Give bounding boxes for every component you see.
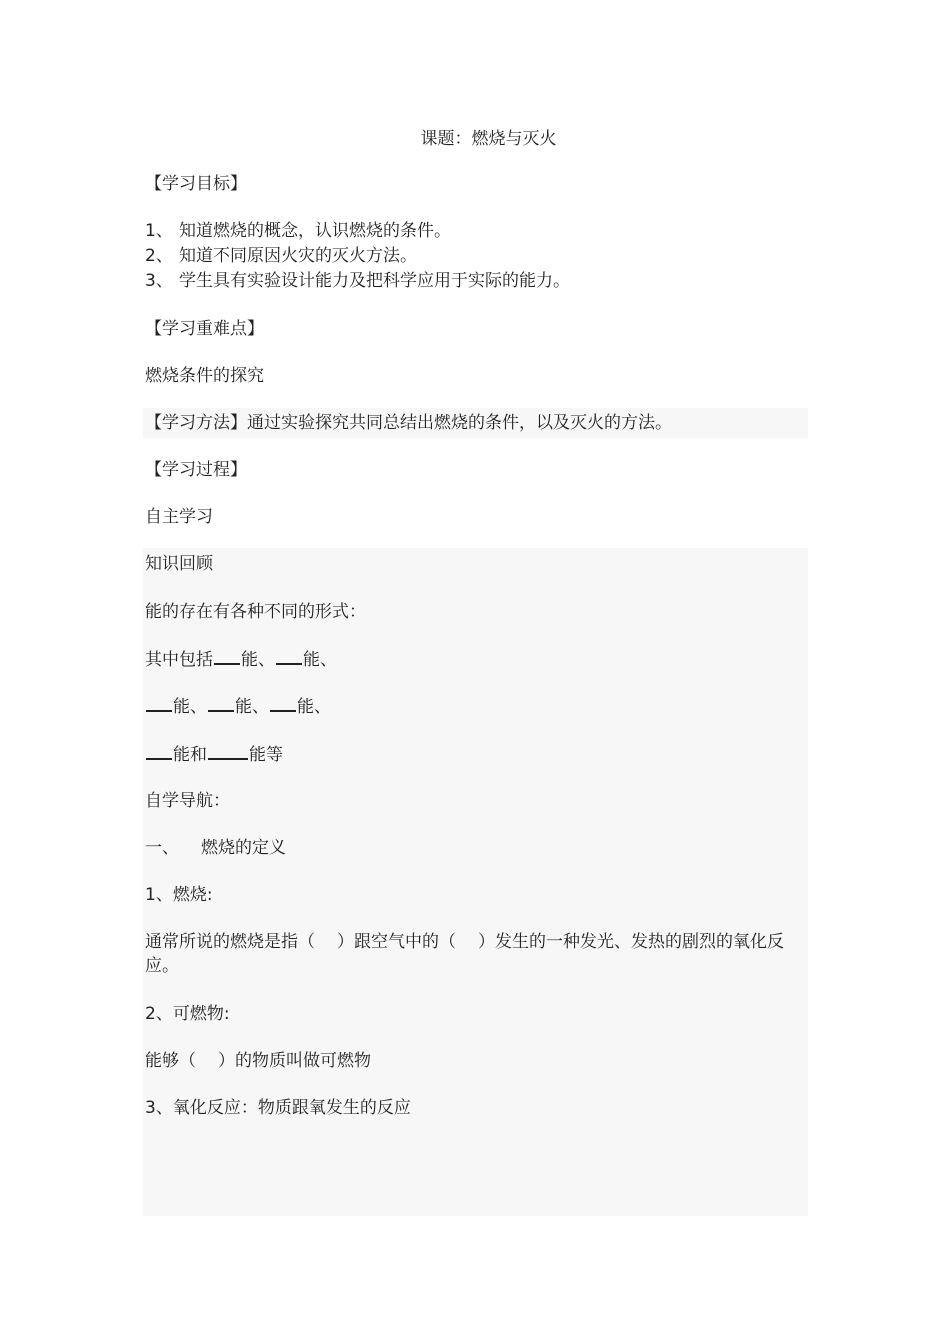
method-heading: 【学习方法】 — [145, 413, 247, 433]
fill-blank[interactable] — [276, 647, 302, 665]
item3-text: 3、氧化反应：物质跟氧发生的反应 — [145, 1098, 411, 1118]
section-heading: 一、 燃烧的定义 — [145, 838, 286, 858]
fill-blank[interactable] — [214, 647, 240, 665]
review-label: 知识回顾 — [145, 554, 213, 574]
item2-text: 能够（ ）的物质叫做可燃物 — [145, 1051, 371, 1071]
energy-line-1: 其中包括 能、 能、 — [145, 647, 337, 672]
objective-item: 3、 学生具有实验设计能力及把科学应用于实际的能力。 — [145, 271, 570, 291]
item1-title: 1、燃烧: — [145, 885, 213, 905]
method-line — [145, 411, 672, 435]
fill-blank[interactable] — [146, 742, 172, 760]
fill-blank[interactable] — [208, 694, 234, 712]
process-heading: 【学习过程】 — [145, 460, 247, 480]
item2-title: 2、可燃物: — [145, 1004, 230, 1024]
fill-blank[interactable] — [270, 694, 296, 712]
item1-text: 通常所说的燃烧是指（ ）跟空气中的（ ）发生的一种发光、发热的剧烈的氧化反应。 — [145, 932, 784, 976]
fill-blank[interactable] — [146, 694, 172, 712]
method-text: 通过实验探究共同总结出燃烧的条件，以及灭火的方法。 — [247, 413, 672, 433]
objectives-heading: 【学习目标】 — [145, 174, 247, 194]
self-study-label: 自主学习 — [145, 507, 213, 527]
page-title: 课题：燃烧与灭火 — [420, 129, 557, 149]
guide-label: 自学导航： — [145, 791, 230, 811]
energy-line-2: 能、 能、 能、 — [145, 694, 331, 719]
fill-blank[interactable] — [208, 742, 248, 760]
energy-line-3: 能和 能等 — [145, 742, 283, 767]
objective-item: 1、 知道燃烧的概念，认识燃烧的条件。 — [145, 221, 451, 241]
key-points-heading: 【学习重难点】 — [145, 319, 264, 339]
energy-intro: 能的存在有各种不同的形式： — [145, 602, 366, 622]
key-points-text: 燃烧条件的探究 — [145, 366, 264, 386]
objective-item: 2、 知道不同原因火灾的灭火方法。 — [145, 246, 417, 266]
